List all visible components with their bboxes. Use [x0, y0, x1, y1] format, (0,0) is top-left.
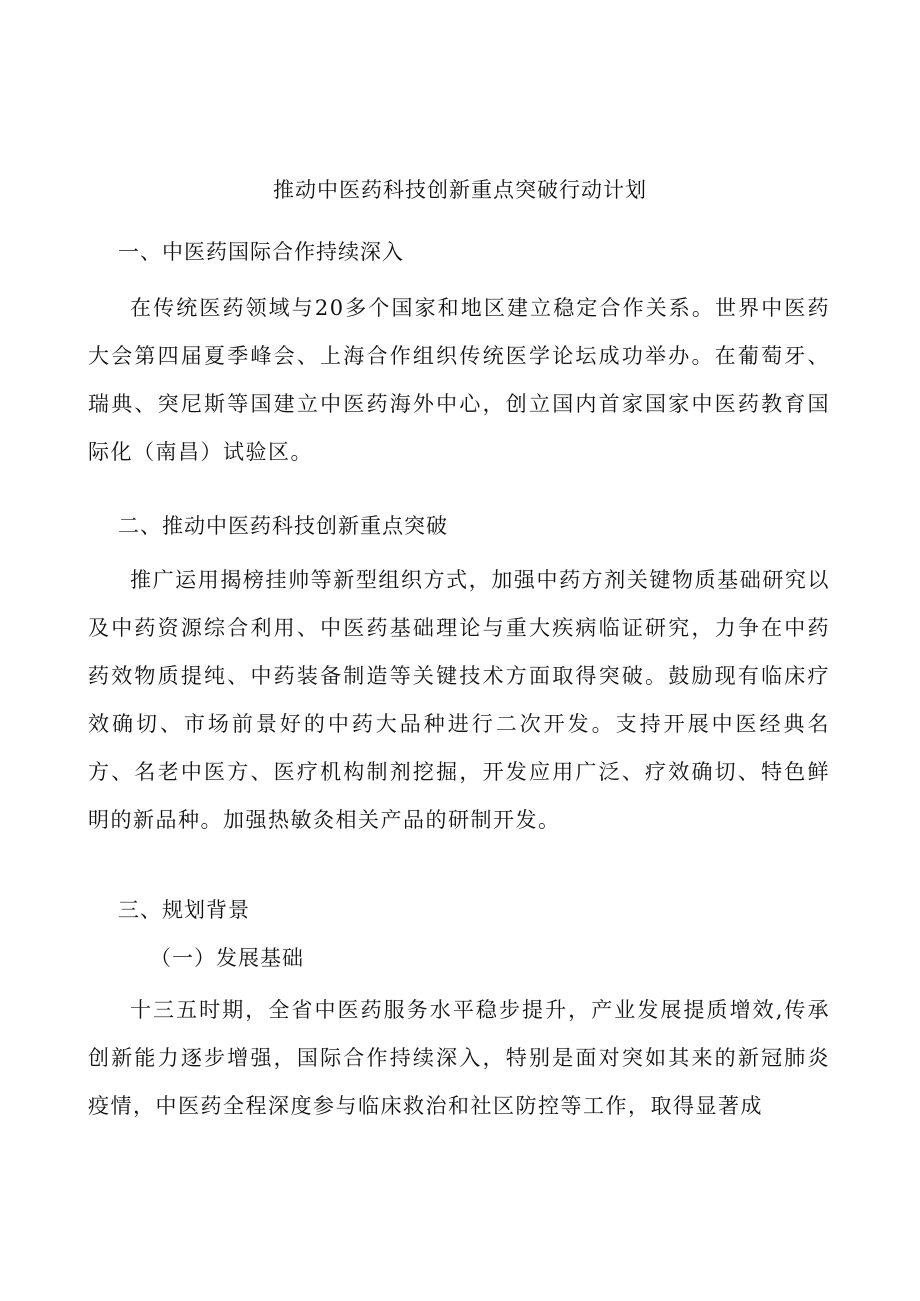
- section-paragraph-international-cooperation: 在传统医药领域与20多个国家和地区建立稳定合作关系。世界中医药大会第四届夏季峰会、上海合作组织传统医学论坛成功举办。在葡萄牙、瑞典、突尼斯等国建立中医药海外中心，创立国内首家国家中医药教育国际化（南昌）试验区。: [88, 296, 830, 464]
- document-title: 推动中医药科技创新重点突破行动计划: [273, 178, 647, 202]
- subsection-heading-development-basis: （一）发展基础: [150, 946, 304, 970]
- section-paragraph-tech-innovation: 推广运用揭榜挂帅等新型组织方式，加强中药方剂关键物质基础研究以及中药资源综合利用、中医药基础理论与重大疾病临证研究，力争在中药药效物质提纯、中药装备制造等关键技术方面取得突破。鼓励现有临床疗效确切、市场前景好的中药大品种进行二次开发。支持开展中医经典名方、名老中医方、医疗机构制剂挖掘，开发应用广泛、疗效确切、特色鲜明的新品种。加强热敏灸相关产品的研制开发。: [88, 568, 830, 832]
- section-heading-international-cooperation: 一、中医药国际合作持续深入: [118, 240, 404, 264]
- section-heading-planning-background: 三、规划背景: [118, 898, 250, 922]
- section-heading-tech-innovation: 二、推动中医药科技创新重点突破: [118, 514, 448, 538]
- section-paragraph-development-basis: 十三五时期，全省中医药服务水平稳步提升，产业发展提质增效,传承创新能力逐步增强，国际合作持续深入，特别是面对突如其来的新冠肺炎疫情，中医药全程深度参与临床救治和社区防控等工作，取得显著成: [88, 998, 830, 1118]
